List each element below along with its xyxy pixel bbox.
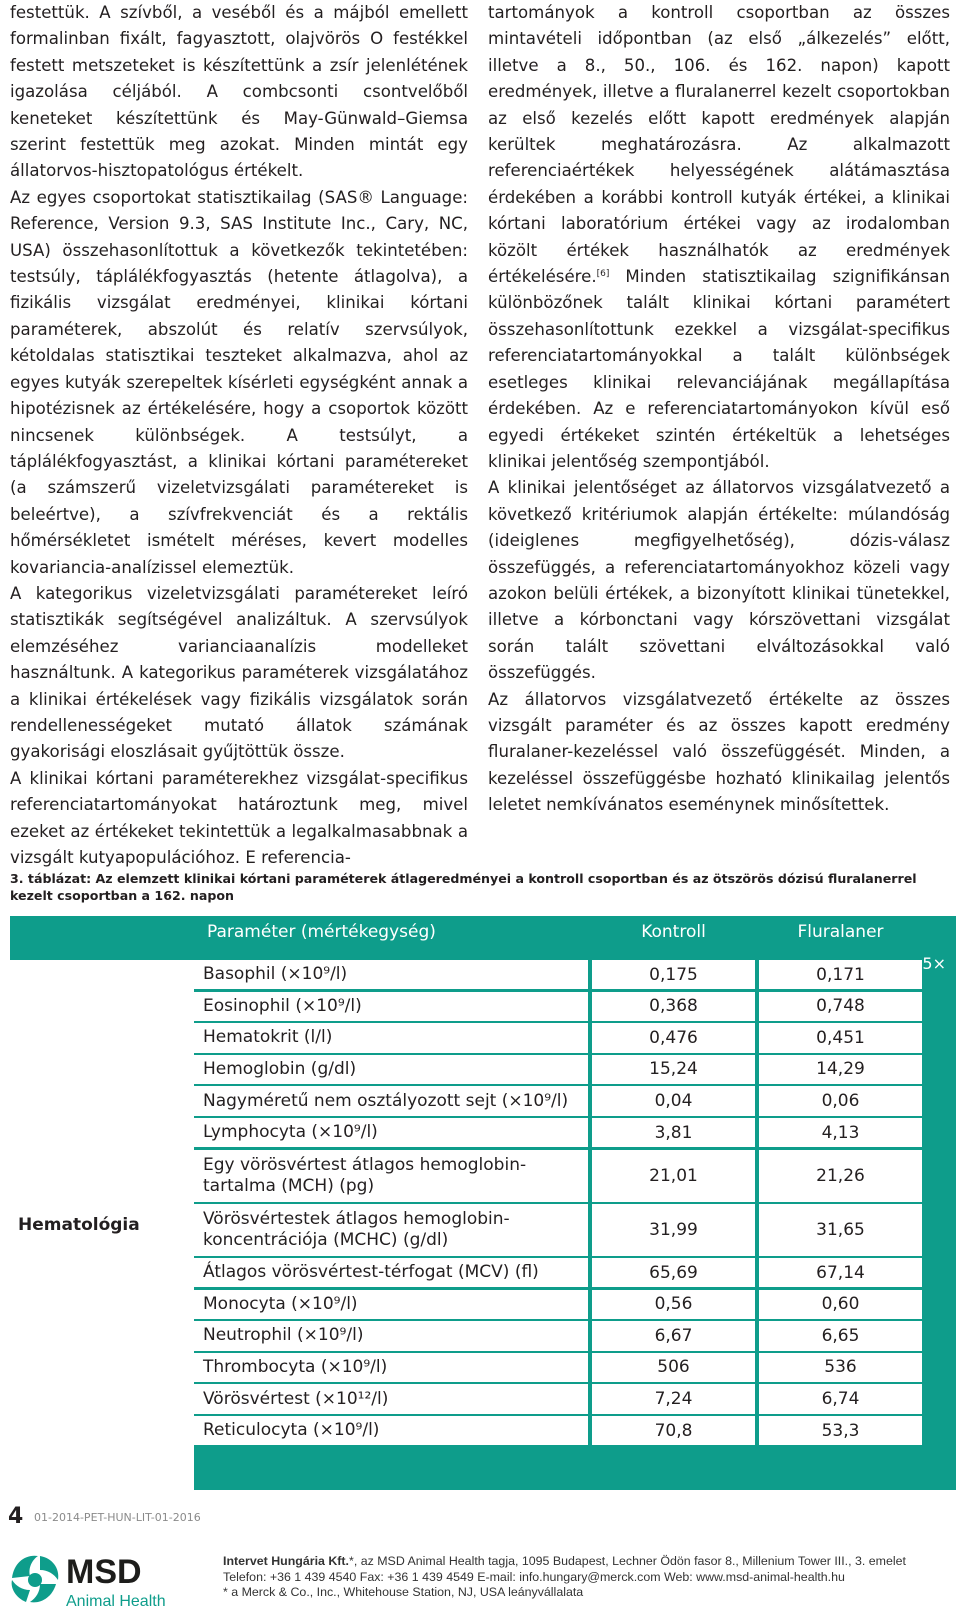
table-cell-parameter: Nagyméretű nem osztályozott sejt (×10⁹/l) [194, 1086, 588, 1115]
table-cell-parameter: Monocyta (×10⁹/l) [194, 1290, 588, 1319]
table-cell-fluralaner: 31,65 [759, 1204, 922, 1256]
company-name: Intervet Hungária Kft. [223, 1554, 349, 1568]
company-line-1 [223, 1554, 943, 1570]
table-cell-parameter: Egy vörösvértest átlagos hemoglobin-tartalma (MCH) (pg) [194, 1150, 588, 1202]
table-cell-fluralaner: 0,451 [759, 1023, 922, 1052]
logo-sub-text: Animal Health [66, 1593, 166, 1610]
table-cell-parameter: Hemoglobin (g/dl) [194, 1055, 588, 1084]
table-cell-kontroll: 7,24 [592, 1384, 755, 1413]
section-hematologia: Hematológia [10, 960, 194, 1490]
table-cell-parameter: Reticulocyta (×10⁹/l) [194, 1416, 588, 1445]
company-line-2: Telefon: +36 1 439 4540 Fax: +36 1 439 4549 E-mail: info.hungary@merck.com Web: www.msd-animal-health.hu [223, 1569, 845, 1584]
table-cell-kontroll: 506 [592, 1353, 755, 1382]
table-cell-kontroll: 0,368 [592, 992, 755, 1021]
table-cell-parameter: Átlagos vörösvértest-térfogat (MCV) (fl) [194, 1258, 588, 1287]
right-text-column [488, 0, 950, 819]
table-cell-parameter: Hematokrit (l/l) [194, 1023, 588, 1052]
table-cell-fluralaner: 14,29 [759, 1055, 922, 1084]
right-paragraph-3: Az állatorvos vizsgálatvezető értékelte az összes vizsgált paraméter és az összes kapott eredmény fluralaner-kezeléssel való összefüggését. Minden, a kezeléssel összefüggésbe hozható klinikailag jelentős leletet nemkívánatos eseménynek minősítettek. [488, 689, 950, 815]
table-cell-fluralaner: 4,13 [759, 1118, 922, 1147]
table-cell-kontroll: 0,04 [592, 1086, 755, 1115]
table-cell-parameter: Neutrophil (×10⁹/l) [194, 1321, 588, 1350]
right-paragraph-2: A klinikai jelentőséget az állatorvos vizsgálatvezető a következő kritériumok alapján értékelte: múlandóság (ideiglenes megfigyelhetőség), dózis-válasz összefüggés, a referenciatartományokhoz közeli vagy azokon belüli értékek, a bizonyított klinikai tünetekkel, illetve a kórbonctani vagy kórszövettani vizsgálat során talált szövettani elváltozásokkal való összefüggés. [488, 478, 950, 683]
table-cell-kontroll: 0,476 [592, 1023, 755, 1052]
logo-brand-text: MSD [66, 1553, 142, 1591]
table-cell-parameter: Vörösvértest (×10¹²/l) [194, 1384, 588, 1413]
company-info [223, 1554, 943, 1601]
table-cell-fluralaner: 536 [759, 1353, 922, 1382]
table-cell-kontroll: 21,01 [592, 1150, 755, 1202]
table-cell-fluralaner: 0,748 [759, 992, 922, 1021]
right-paragraph-1-cont: Minden statisztikailag szignifikánsan különbözőnek talált klinikai kórtani paramétert összehasonlítottunk ezekkel a vizsgálat-specifikus referenciatartományokkal a talált különbségek esetleges klinikai relevanciájának megállapítása érdekében. Az e referenciatartományokon kívül eső egyedi értékeket szintén értékeltük a lehetséges klinikai jelentőség szempontjából. [488, 267, 950, 471]
right-paragraph-1-text: tartományok a kontroll csoportban az összes mintavételi időpontban (az első „álkezelés” előtt, illetve a 8., 50., 106. és 162. napon) kapott eredmények, illetve a fluralanerrel kezelt csoportokban az első kezelés előtt kapott eredmények alapján kerültek meghatározásra. Az alkalmazott referenciaértékek helyességének alátámasztása érdekében a korábbi kontroll kutyák értékei, a klinikai kórtani laboratórium értékei vagy az irodalomban közölt értékek használhatók az eredmények értékelésére. [488, 3, 950, 287]
table-cell-parameter: Lymphocyta (×10⁹/l) [194, 1118, 588, 1147]
header-dose-5x: 5× [922, 954, 946, 973]
table-cell-kontroll: 15,24 [592, 1055, 755, 1084]
table-cell-kontroll: 70,8 [592, 1416, 755, 1445]
table-cell-parameter: Eosinophil (×10⁹/l) [194, 992, 588, 1021]
table-cell-parameter: Thrombocyta (×10⁹/l) [194, 1353, 588, 1382]
table-cell-kontroll: 3,81 [592, 1118, 755, 1147]
table-caption: 3. táblázat: Az elemzett klinikai kórtani paraméterek átlageredményei a kontroll csoportban és az ötszörös dózisú fluralanerrel kezelt csoportban a 162. napon [10, 871, 917, 903]
msd-logo-mark-icon [12, 1556, 59, 1603]
table-cell-fluralaner: 21,26 [759, 1150, 922, 1202]
company-line-1-rest: *, az MSD Animal Health tagja, 1095 Budapest, Lechner Ödön fasor 8., Millenium Tower III., 3. emelet [349, 1554, 906, 1568]
table-cell-fluralaner: 6,65 [759, 1321, 922, 1350]
company-line-3: * a Merck & Co., Inc., Whitehouse Station, NJ, USA leányvállalata [223, 1585, 584, 1599]
table-cell-fluralaner: 0,60 [759, 1290, 922, 1319]
table-cell-kontroll: 0,56 [592, 1290, 755, 1319]
header-parameter: Paraméter (mértékegység) [207, 922, 436, 942]
table-cell-kontroll: 31,99 [592, 1204, 755, 1256]
right-paragraph-1 [488, 0, 950, 475]
document-code: 01-2014-PET-HUN-LIT-01-2016 [34, 1511, 201, 1524]
left-paragraph-3: A kategorikus vizeletvizsgálati paramétereket leíró statisztikák segítségével analizáltuk. A szervsúlyok elemzéséhez varianciaanalízis modelleket használtunk. A kategorikus paraméterek vizsgálatához a klinikai értékelések vagy fizikális vizsgálatok során rendellenességeket mutató állatok számának gyakorisági eloszlásait gyűjtöttük össze. [10, 583, 468, 762]
left-paragraph-1: festettük. A szívből, a veséből és a májból emellett formalinban fixált, fagyasztott, olajvörös O festékkel festett metszeteket is készítettünk a zsír jelenlétének igazolása céljából. A combcsonti csontvelőből keneteket készítettünk és May-Günwald–Giemsa szerint festettük meg azokat. Minden mintát egy állatorvos-hisztopatológus értékelt. [10, 3, 468, 181]
left-paragraph-4: A klinikai kórtani paraméterekhez vizsgálat-specifikus referenciatartományokat határoztunk meg, mivel ezeket az értékeket tekintettük a legalkalmasabbnak a vizsgált kutyapopulációhoz. E referencia- [10, 768, 468, 867]
table-cell-fluralaner: 0,171 [759, 960, 922, 989]
table-cell-kontroll: 0,175 [592, 960, 755, 989]
table-cell-kontroll: 65,69 [592, 1258, 755, 1287]
header-kontroll: Kontroll [641, 922, 706, 942]
table-cell-fluralaner: 6,74 [759, 1384, 922, 1413]
msd-animal-health-logo [8, 1540, 208, 1610]
table-cell-fluralaner: 0,06 [759, 1086, 922, 1115]
left-text-column [10, 0, 468, 871]
table-cell-fluralaner: 67,14 [759, 1258, 922, 1287]
header-fluralaner: Fluralaner [797, 922, 884, 942]
table-cell-parameter: Vörösvértestek átlagos hemoglobin-koncentrációja (MCHC) (g/dl) [194, 1204, 588, 1256]
table-cell-parameter: Basophil (×10⁹/l) [194, 960, 588, 989]
reference-marker: [6] [596, 269, 610, 280]
results-table [10, 916, 956, 1490]
table-cell-kontroll: 6,67 [592, 1321, 755, 1350]
page-number: 4 [8, 1504, 24, 1529]
left-paragraph-2: Az egyes csoportokat statisztikailag (SAS® Language: Reference, Version 9.3, SAS Institute Inc., Cary, NC, USA) összehasonlítottuk a következők tekintetében: testsúly, táplálékfogyasztás (hetente átlagolva), a fizikális vizsgálat eredményei, klinikai kórtani paraméterek, abszolút és relatív szervsúlyok, kétoldalas statisztikai teszteket alkalmazva, ahol az egyes kutyák szerepeltek kísérleti egységként annak a hipotézisnek az értékelésére, hogy a csoportok között nincsenek különbségek. A testsúlyt, a táplálékfogyasztást, a klinikai kórtani paramétereket (a számszerű vizeletvizsgálati paramétereket is beleértve), a szívfrekvenciát és a rektális hőmérsékletet ismételt méréses, kevert modelles kovariancia-analízissel elemeztük. [10, 187, 468, 577]
table-cell-fluralaner: 53,3 [759, 1416, 922, 1445]
